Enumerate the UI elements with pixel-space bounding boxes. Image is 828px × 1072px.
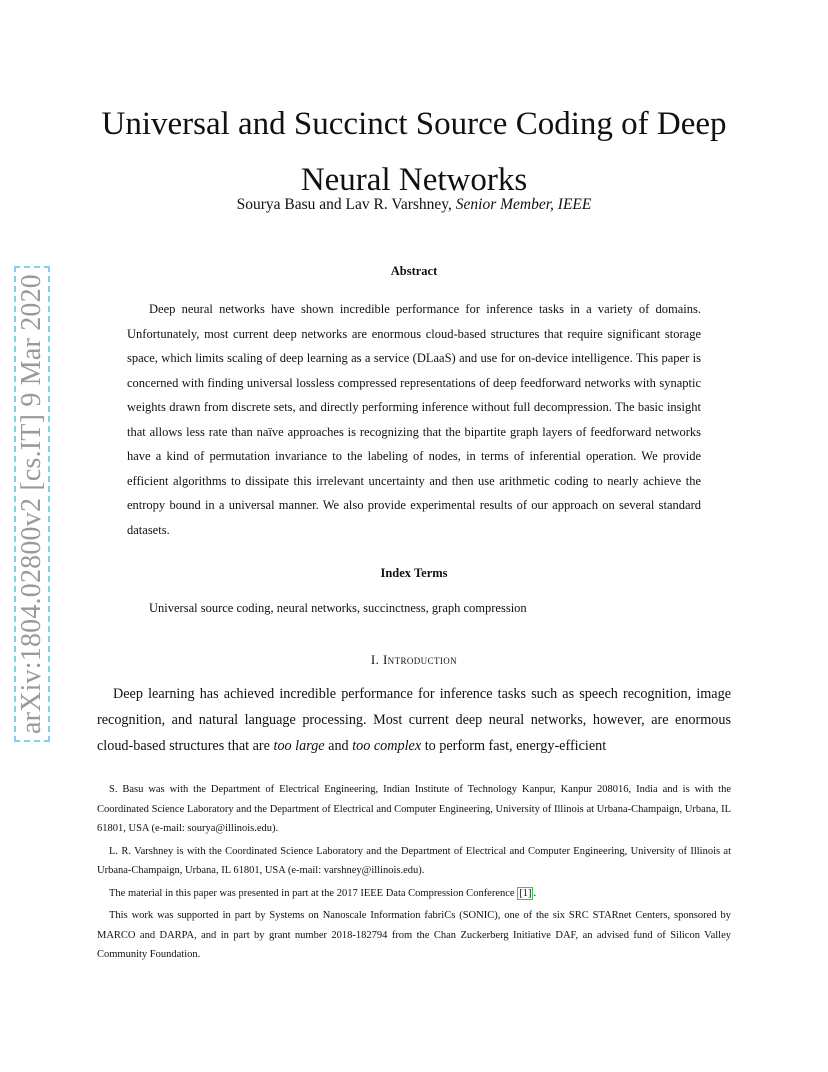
citation-link[interactable]: [1] — [519, 887, 532, 899]
intro-text-end: to perform fast, energy-efficient — [421, 738, 607, 754]
arxiv-stamp-label: arXiv:1804.02800v2 [cs.IT] 9 Mar 2020 — [16, 274, 47, 734]
abstract-heading: Abstract — [390, 264, 438, 278]
footnote-basu: S. Basu was with the Department of Electrical Engineering, Indian Institute of Technology Kanpur, Kanpur 208016, India and is with the Coordinated Science Laboratory and the Department of Electrical and Computer Engineering, University of Illinois at Urbana-Champaign, Urbana, IL 61801, USA (e-mail: sourya@illinois.edu). — [97, 784, 731, 834]
section-heading — [60, 652, 768, 668]
intro-text-start: Deep learning has achieved incredible performance for inference tasks such as speech recognition, image recognition, and natural language processing. Most current deep neural networks, however, are enormous cloud-based structures that are — [97, 686, 731, 754]
intro-paragraph — [97, 681, 731, 759]
author-line — [60, 196, 768, 214]
footnotes — [97, 780, 731, 968]
intro-text-mid: and — [324, 738, 353, 754]
intro-emphasis-2: too complex — [352, 738, 422, 754]
intro-emphasis-1: too large — [273, 738, 325, 754]
abstract-text: Deep neural networks have shown incredible performance for inference tasks in a variety of domains. Unfortunately, most current deep networks are enormous cloud-based structures that require significant storage space, which limits scaling of deep learning as a service (DLaaS) and use for on-device intelligence. This paper is concerned with finding universal lossless compressed representations of deep feedforward networks with synaptic weights drawn from discrete sets, and directly performing inference without full decompression. The basic insight that allows less rate than naïve approaches is recognizing that the bipartite graph layers of feedforward networks have a kind of permutation invariance to the labeling of nodes, in terms of inferential operation. We provide efficient algorithms to dissipate this irrelevant uncertainty and then use arithmetic coding to nearly achieve the entropy bound in a universal manner. We also provide experimental results of our approach on several standard datasets. — [127, 302, 701, 537]
footnote-material-end: . — [533, 887, 537, 899]
author-role: Senior Member, IEEE — [455, 196, 592, 213]
footnote-varshney: L. R. Varshney is with the Coordinated Science Laboratory and the Department of Electrical and Computer Engineering, University of Illinois at Urbana-Champaign, Urbana, IL 61801, USA (e-mail: varshney@illinois.edu). — [97, 845, 731, 876]
author-names: Sourya Basu and Lav R. Varshney, — [236, 196, 456, 213]
index-terms-heading: Index Terms — [380, 566, 448, 580]
paper-title: Universal and Succinct Source Coding of Deep Neural Networks — [101, 106, 727, 199]
arxiv-stamp[interactable] — [14, 266, 50, 742]
section-number: I. — [370, 652, 380, 667]
footnote-material-text: The material in this paper was presented in part at the 2017 IEEE Data Compression Conference — [109, 887, 518, 899]
footnote-funding: This work was supported in part by Systems on Nanoscale Information fabriCs (SONIC), one of the six SRC STARnet Centers, sponsored by MARCO and DARPA, and in part by grant number 2018-182794 from the Chan Zuckerberg Initiative DAF, an advised fund of Silicon Valley Community Foundation. — [97, 910, 731, 960]
footnote-material — [97, 884, 731, 904]
index-terms-text: Universal source coding, neural networks, succinctness, graph compression — [149, 601, 527, 615]
section-title: Introduction — [382, 652, 458, 667]
